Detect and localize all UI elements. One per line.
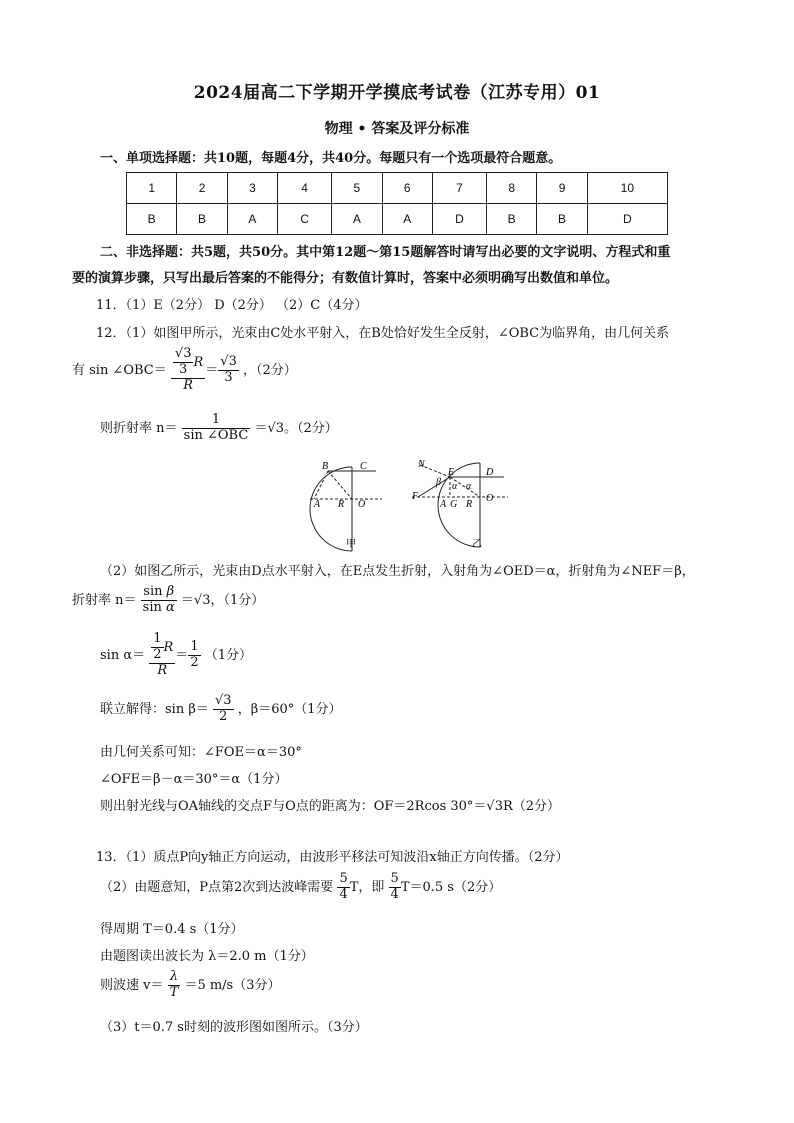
- q12-eq5: [100, 694, 342, 725]
- answer-table: [126, 172, 668, 235]
- optics-diagram: [300, 455, 530, 555]
- q12-geo3: 则出射光线与OA轴线的交点F与O点的距离为：OF＝2Rcos 30°＝√3R（2分）: [100, 799, 561, 814]
- label: R: [466, 499, 473, 510]
- label: β: [436, 477, 441, 488]
- label: E: [448, 467, 455, 478]
- table-cell: B: [177, 204, 227, 235]
- label: O: [486, 493, 494, 504]
- table-cell: 6: [382, 173, 432, 204]
- table-cell: B: [537, 204, 587, 235]
- q13-part2: （2）由题意知，P点第2次到达波峰需要 $\frac{5}{4}$ T，即 $\frac{5}{4}$ T＝0.5 s（2分）: [100, 871, 502, 902]
- q12-eq3-prefix: 折射率 n＝: [72, 592, 137, 608]
- table-cell: 10: [587, 173, 667, 204]
- table-cell: B: [127, 204, 177, 235]
- q12-eq3-suffix: ＝√3，（1分）: [180, 592, 265, 608]
- q12-eq4-prefix: sin α＝: [100, 647, 146, 663]
- q12-part1: 12．（1）如图甲所示，光束由C处水平射入，在B处恰好发生全反射，∠OBC为临界角，由几何关系: [96, 326, 670, 341]
- q12-eq5-suffix: ，β＝60°（1分）: [237, 701, 342, 717]
- table-cell: A: [332, 204, 382, 235]
- label: O: [358, 499, 366, 510]
- fraction: $\frac{1}{2}$ R R: [149, 632, 175, 679]
- section1-heading: 一、单项选择题：共10题，每题4分，共40分。每题只有一个选项最符合题意。: [100, 151, 562, 166]
- q12-eq1-prefix: 有 sin ∠OBC＝: [72, 362, 167, 378]
- page-subtitle: 物理 • 答案及评分标准: [324, 121, 470, 137]
- table-cell: 7: [432, 173, 486, 204]
- fraction: $\frac{√3}{2}$: [215, 693, 232, 724]
- fraction: $\frac{1}{\text{sin ∠OBC}}$: [183, 412, 249, 443]
- label: F: [412, 491, 419, 502]
- fraction: $\frac{1}{2}$: [190, 638, 199, 670]
- page-title: 2024届高二下学期开学摸底考试卷（江苏专用）01: [193, 83, 601, 103]
- q12-eq5-prefix: 联立解得：sin β＝: [100, 701, 209, 717]
- q13-wavelength: 由题图读出波长为 λ＝2.0 m（1分）: [100, 949, 314, 964]
- q12-eq3: [72, 585, 264, 616]
- label: A: [440, 499, 447, 510]
- label: A: [314, 499, 321, 510]
- q12-eq2: [100, 413, 338, 444]
- q12-eq1: 有 sin ∠OBC＝ $\frac{√3}{3}$ R R ＝ $\frac{√3}{3}$ ，（2分）: [72, 346, 297, 393]
- table-cell: 4: [278, 173, 332, 204]
- section2-heading-line1: 二、非选择题：共5题，共50分。其中第12题～第15题解答时请写出必要的文字说明、方程式和重: [100, 245, 671, 260]
- table-cell: C: [278, 204, 332, 235]
- diagram-caption-jia: 甲: [346, 539, 356, 550]
- q11-answer: 11．（1）E（2分） D（2分） （2）C（4分）: [96, 298, 368, 313]
- table-cell: 8: [486, 173, 536, 204]
- q13-period: 得周期 T＝0.4 s（1分）: [100, 922, 244, 937]
- diagram-caption-yi: 乙: [472, 539, 482, 550]
- label: α: [452, 481, 458, 492]
- table-cell: 9: [537, 173, 587, 204]
- fraction: $\frac{\text{sin β}}{\text{sin α}}$: [142, 584, 175, 615]
- q13-speed: 则波速 v＝ $\frac{\lambda}{T}$ ＝5 m/s（3分）: [100, 969, 281, 1000]
- fraction: $\frac{√3}{3}$: [220, 353, 237, 385]
- q12-part2: （2）如图乙所示，光束由D点水平射入，在E点发生折射，入射角为∠OED＝α，折射角为∠NEF＝β，: [100, 564, 695, 579]
- answer-table-answer-row: [127, 204, 668, 235]
- diagram-yi: [412, 463, 508, 547]
- label: D: [486, 467, 494, 478]
- fraction: $\frac{5}{4}$: [390, 871, 399, 902]
- table-cell: D: [432, 204, 486, 235]
- table-cell: 5: [332, 173, 382, 204]
- q12-eq2-suffix: ＝√3。（2分）: [254, 420, 338, 436]
- table-cell: 1: [127, 173, 177, 204]
- q12-eq1-suffix: ，（2分）: [242, 362, 297, 378]
- fraction: $\frac{√3}{3}$ R R: [171, 347, 205, 394]
- label: α: [466, 481, 472, 492]
- label: G: [450, 499, 458, 510]
- q12-eq2-prefix: 则折射率 n＝: [100, 420, 178, 436]
- q12-geo1: 由几何关系可知：∠FOE＝α＝30°: [100, 745, 302, 760]
- label: N: [418, 459, 425, 470]
- fraction: $\frac{\lambda}{T}$: [169, 969, 179, 1000]
- table-cell: D: [587, 204, 667, 235]
- q12-eq4-suffix: （1分）: [204, 647, 253, 663]
- table-cell: 2: [177, 173, 227, 204]
- label: B: [322, 461, 329, 472]
- table-cell: B: [486, 204, 536, 235]
- label: C: [360, 461, 367, 472]
- q13-part3: （3）t＝0.7 s时刻的波形图如图所示。（3分）: [100, 1020, 368, 1035]
- label: R: [338, 499, 345, 510]
- q12-geo2: ∠OFE＝β－α＝30°＝α（1分）: [100, 772, 288, 787]
- table-cell: A: [227, 204, 277, 235]
- table-cell: A: [382, 204, 432, 235]
- answer-table-number-row: [127, 173, 668, 204]
- q13-part1: 13．（1）质点P向y轴正方向运动，由波形平移法可知波沿x轴正方向传播。（2分）: [96, 850, 569, 865]
- fraction: $\frac{5}{4}$: [339, 871, 348, 902]
- section2-heading-line2: 要的演算步骤，只写出最后答案的不能得分；有数值计算时，答案中必须明确写出数值和单位。: [72, 271, 619, 286]
- q12-eq4: sin α＝ $\frac{1}{2}$ R R ＝ $\frac{1}{2}$ （1分）: [100, 631, 253, 678]
- table-cell: 3: [227, 173, 277, 204]
